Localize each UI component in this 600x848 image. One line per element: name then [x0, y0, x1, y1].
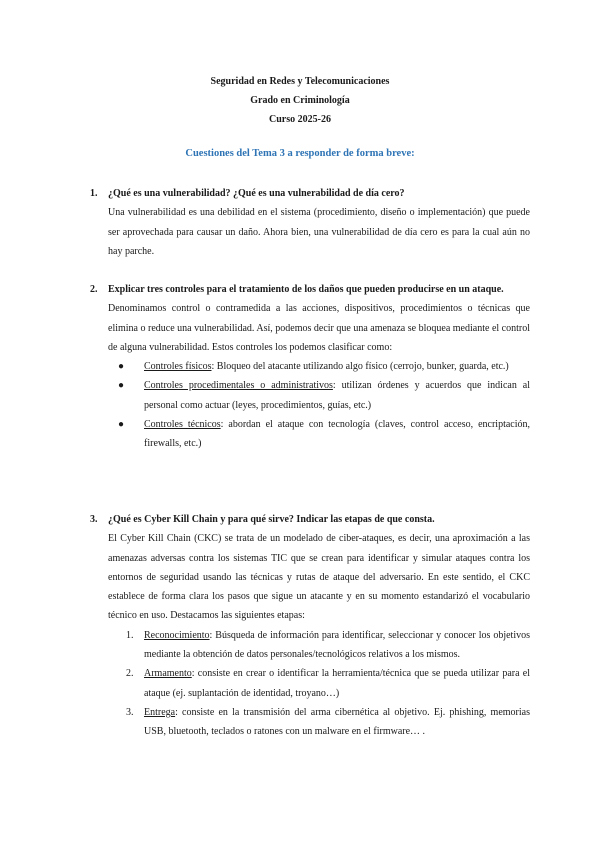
item-number: 3.: [126, 706, 134, 718]
degree-title: Grado en Criminología: [250, 95, 350, 106]
item-text: : utilizan órdenes y acuerdos que indican al personal como actuar (leyes, procedimientos, guías, etc.): [144, 380, 530, 411]
question-3: [90, 510, 530, 742]
list-item: [108, 415, 530, 454]
list-item: [108, 703, 530, 742]
list-item: [108, 626, 530, 665]
bullet-icon: ●: [118, 361, 125, 373]
item-term: Entrega: [144, 706, 176, 718]
bullet-icon: ●: [118, 380, 125, 392]
list-item: [108, 376, 530, 415]
list-item: [108, 357, 530, 376]
question-1: [90, 184, 530, 261]
item-term: Controles técnicos: [144, 419, 221, 431]
question-3-title: ¿Qué es Cyber Kill Chain y para qué sirve? Indicar las etapas de que consta.: [108, 514, 435, 525]
item-term: Armamento: [144, 668, 192, 680]
ckc-stages-list: [90, 626, 530, 742]
item-text: : consiste en la transmisión del arma cibernética al objetivo. Ej. phishing, memorias USB, bluetooth, teclados o ratones con un malware en el firmware… .: [144, 706, 530, 738]
item-number: 2.: [126, 668, 134, 680]
academic-year: Curso 2025-26: [269, 114, 331, 125]
list-item: [108, 664, 530, 703]
question-1-answer: Una vulnerabilidad es una debilidad en el sistema (procedimiento, diseño o implementación) que puede ser aprovechada para causar un daño. Ahora bien, una vulnerabilidad de día cero es para la cual aún no hay parche.: [108, 207, 530, 257]
question-3-heading: [90, 510, 530, 529]
question-1-title: ¿Qué es una vulnerabilidad? ¿Qué es una vulnerabilidad de día cero?: [108, 188, 405, 199]
item-number: 1.: [126, 629, 134, 641]
item-text: : abordan el ataque con tecnología (claves, control acceso, encriptación, firewalls, etc.): [144, 419, 531, 450]
question-3-number: 3.: [90, 514, 98, 525]
item-text: : consiste en crear o identificar la herramienta/técnica que se pueda utilizar para el ataque (ej. suplantación de identidad, troyano…): [144, 668, 530, 699]
document-header: [0, 72, 600, 129]
item-term: Controles físicos: [144, 361, 212, 373]
question-2: [90, 280, 530, 454]
item-text: : Búsqueda de información para identificar, seleccionar y conocer los objetivos mediante la obtención de datos personales/tecnológicos relativos a los mismos.: [144, 629, 530, 661]
item-text: : Bloqueo del atacante utilizando algo físico (cerrojo, bunker, guarda, etc.): [211, 361, 509, 373]
question-2-answer: Denominamos control o contramedida a las acciones, dispositivos, procedimientos o técnicas que elimina o reduce una vulnerabilidad. Así, podemos decir que una amenaza se bloquea mediante el control de alguna vulnerabilidad. Estos controles los podemos clasificar como:: [108, 303, 530, 353]
question-2-heading: [90, 280, 530, 299]
question-2-title: Explicar tres controles para el tratamiento de los daños que pueden producirse en un ataque.: [108, 284, 504, 295]
question-1-number: 1.: [90, 188, 98, 199]
question-1-heading: [90, 184, 530, 203]
controls-list: [90, 357, 530, 453]
item-term: Controles procedimentales o administrativos: [144, 380, 333, 392]
item-term: Reconocimiento: [144, 629, 210, 641]
section-subtitle: Cuestiones del Tema 3 a responder de forma breve:: [185, 148, 415, 159]
course-title: Seguridad en Redes y Telecomunicaciones: [210, 76, 390, 87]
question-2-number: 2.: [90, 284, 98, 295]
bullet-icon: ●: [118, 419, 125, 431]
question-3-answer: El Cyber Kill Chain (CKC) se trata de un modelado de ciber-ataques, es decir, una aproximación a las amenazas adversas contra los sistemas TIC que se crean para identificar y simular ataques contra los entornos de seguridad usando las técnicas y rutas de ataque del adversario. En este sentido, el CKC establece de forma clara los pasos que sigue un atacante y en su momento estandarizó el vocabulario técnico en uso. Destacamos las siguientes etapas:: [108, 533, 530, 622]
